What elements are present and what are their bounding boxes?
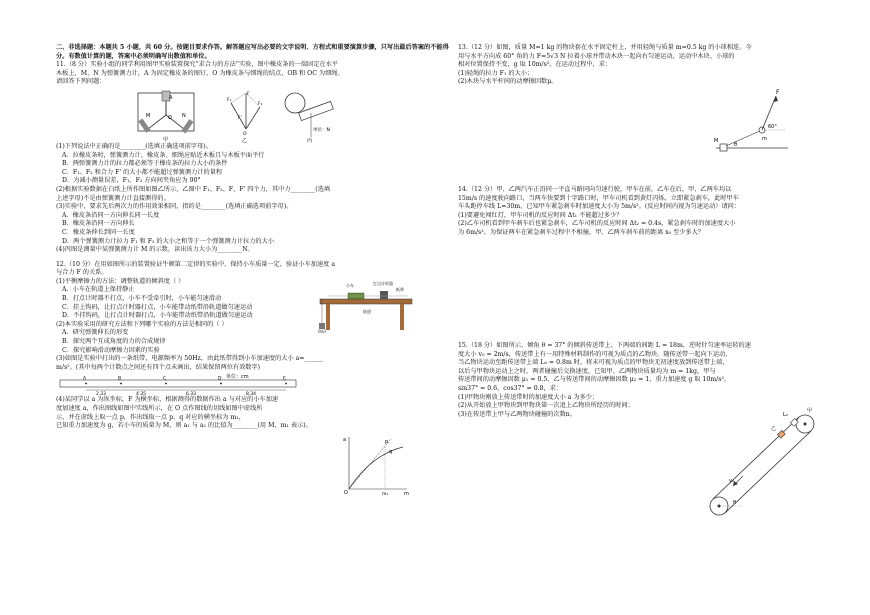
q13-label-m-big: M xyxy=(714,138,719,144)
q13-label-angle: 60° xyxy=(768,124,777,130)
q12-paper-tape xyxy=(56,372,306,396)
label-timer: 打点计时器 xyxy=(373,280,393,286)
q12-tape-area xyxy=(56,372,456,396)
fig-label-o: O xyxy=(168,114,172,121)
q14-line: (2)乙车司机看到甲车刹车后也紧急刹车，乙车司机的反应时间 Δt₂ = 0.4s，紧急刹车时的加速度大小 xyxy=(458,220,736,228)
tape-unit: 单位：cm xyxy=(226,374,249,381)
q11-line: (1)下列说法中正确的是________(选填正确选项前字母)。 xyxy=(56,142,212,150)
q11-figure-area xyxy=(56,87,456,143)
fig-unit-n: 单位：N xyxy=(313,127,330,133)
q15-line: 度大小 v₀ = 2m/s，传送带上有一用特殊材料制作的可视为质点的乙物块。随传送带一起向下运动， xyxy=(458,350,732,358)
q12-option: A．小车在轨道上保持静止 xyxy=(62,286,135,294)
q11-option: A．橡皮条沿同一方向伸长同一长度 xyxy=(62,211,160,219)
q12-apparatus-figure xyxy=(318,279,418,333)
q12-line: 12.（10 分）在用如图所示的装置验证牛顿第二定律的实验中，保持小车质量一定，验证小车加速度 a xyxy=(56,260,336,268)
fig-label-m: M xyxy=(146,112,151,119)
tape-d: D xyxy=(218,376,222,382)
q12-graph xyxy=(341,433,411,495)
label-track: 轨道 xyxy=(363,308,371,314)
q11-option: D．两个弹簧测力计拉力 F₁ 和 F₂ 的大小之和等于一个弹簧测力计拉力的大小 xyxy=(62,237,274,245)
q14-line: 14.（12 分）甲、乙两汽车正沿同一平直马路同向匀速行驶，甲车在前，乙车在后，甲、乙两车均以 xyxy=(458,186,732,193)
q15-label-yi: 乙 xyxy=(771,426,777,432)
q11-stem-line: 11.（8 分）实验小组的同学利用图甲实验装置探究“求合力的方法”实验，图中橡皮条的一端固定在水平 xyxy=(56,61,338,69)
q11-option: B．橡皮条沿同一方向伸长 xyxy=(62,220,135,228)
q11-figure-yi xyxy=(226,89,266,143)
fig-caption-yi: 乙 xyxy=(242,137,248,143)
q11-option: C．F₁、F₂ 和合力 F' 的大小都不能超过弹簧测力计的量程 xyxy=(62,168,223,176)
q13-figure xyxy=(714,84,790,164)
question-13 xyxy=(458,44,830,186)
graph-m1: m₁ xyxy=(382,491,389,495)
graph-m: m xyxy=(404,490,409,495)
q12-line: (3)如图是实验中打出的一条纸带，电源频率为 50Hz，由此纸带得到小车加速度的大小 a=______ xyxy=(56,355,324,363)
q15-line: (2)从开始放上甲物块到甲物块第一次追上乙物块所经历的时间； xyxy=(458,402,634,410)
q12-line: (4)某同学以 a 为纵坐标，F 为横坐标，根据测得的数据作出 a 与对应的小车加速 xyxy=(56,396,279,404)
q15-label-jia: 甲 xyxy=(807,408,813,414)
fig-label-f2: F₂ xyxy=(258,101,263,107)
q14-line: (1)要避免闯红灯，甲车司机的反应时间 Δt₁ 不能超过多少？ xyxy=(458,211,623,219)
q11-line: 上述字母)不是由弹簧测力计直接测得的。 xyxy=(56,194,170,202)
q11-option: A．拉橡皮条时，弹簧测力计、橡皮条、细绳应贴近木板且与木板平面平行 xyxy=(62,151,265,159)
q15-label-v0: v₀ xyxy=(729,478,734,484)
q11-option: D．为减小测量误差，F₁、F₂ 方向间夹角应为 90° xyxy=(62,177,201,185)
fig-label-a: A xyxy=(169,94,173,101)
fig-label-fprime: F' xyxy=(238,115,242,121)
fig-caption-jia: 甲 xyxy=(163,136,169,143)
q11-line: (3)实验中，要求先后两次力的作用效果相同，指的是________(选填正确选项前字母)。 xyxy=(56,203,293,211)
q14-line: 车头距停车线 L=30m，已知甲车紧急刹车时加速度大小为 5m/s²。(反应时间内视为匀速运动）请问： xyxy=(458,203,741,211)
graph-p: p xyxy=(385,438,389,445)
q11-stem-line: 请回答下列问题： xyxy=(56,78,106,86)
q11-figure-jia xyxy=(136,89,196,143)
q12-option: C．挂上钩码，让打点计时器打点，小车能带动纸带沿轨道做匀速运动 xyxy=(62,303,253,311)
q15-label-l0: L₀ xyxy=(783,412,788,418)
q15-label-theta: θ xyxy=(733,500,737,506)
q12-line: (1)平衡摩擦力的方法：调整轨道的倾斜度（ ） xyxy=(56,277,185,285)
q12-option: C．探究影响滑动摩擦力因素的实验 xyxy=(62,346,160,354)
tape-e: E xyxy=(283,376,286,382)
label-cart: 小车 xyxy=(346,282,354,288)
q14-line: 为 6m/s²。为保证两车在紧急刹车过程中不相撞，甲、乙两车刹车前的距离 x₀ 至少多大？ xyxy=(458,228,704,236)
question-12 xyxy=(56,260,456,495)
q12-line: m/s²。(其中每两个计数点之间还有四个点未画出，结果保留两位有效数字) xyxy=(56,363,261,371)
q15-line: (1)甲物块刚放上传送带时的加速度大小 a 为多少； xyxy=(458,393,599,401)
q12-line: (2)本实验采用的研究方法和下列哪个实验的方法是相同的（ ） xyxy=(56,320,228,328)
q12-line: 度加速度 a，作出图线如图中实线所示，在 O 点作图线的切线如图中虚线所 xyxy=(56,405,263,412)
q13-label-theta: θ xyxy=(734,142,738,148)
q13-line: 用与水平方向成 60° 角的力 F=5√3 N 拉着小球并带动木块一起向右匀速运动，运动中木块、小球的 xyxy=(458,52,735,60)
q13-line: 13.（12 分）如图，质量 M=1 kg 的物块套在水平固定杆上，并用轻绳与质量 m=0.5 kg 的小球相连。今 xyxy=(458,44,752,51)
q15-conveyor-figure xyxy=(703,406,823,522)
tape-c: C xyxy=(163,376,167,382)
tape-b: B xyxy=(118,376,122,382)
q13-line: 相对位置保持不变，g 取 10m/s²。在运动过程中，求： xyxy=(458,61,612,69)
q11-option: C．橡皮条伸长到同一长度 xyxy=(62,228,135,236)
q15-line: 当乙物块运动至距传送带上端 L₀ = 0.8m 时，将未可视为质点的甲物块无初速度放到传送带上端， xyxy=(458,359,729,367)
question-11 xyxy=(56,61,456,255)
fig-label-n: N xyxy=(182,112,186,119)
question-15 xyxy=(458,342,830,506)
graph-a: a xyxy=(343,436,347,443)
q13-line: (1)轻绳的拉力 F₁ 的大小； xyxy=(458,69,534,77)
graph-q: q xyxy=(389,448,393,455)
q15-line: (3)在传送带上甲与乙两物块碰撞的次数n。 xyxy=(458,410,576,418)
tape-d2: 4.35 xyxy=(136,392,147,397)
q11-line: (2)根据实验数据在白纸上所作图如图乙所示，乙图中 F₁、F₂、F、F' 四个力，其中力________(选填 xyxy=(56,185,331,193)
q11-figure-bing xyxy=(281,89,341,143)
fig-label-f: F xyxy=(247,91,250,97)
tape-d3: 6.33 xyxy=(186,392,197,397)
question-14 xyxy=(458,186,830,342)
q15-line: 15.（18 分）如图所示，倾角 θ = 37° 的倾斜传送带上、下两端的间距 L = 18m，逆时针匀速率运转的速 xyxy=(458,342,751,349)
q11-option: B．两弹簧测力计的拉力都必须等于橡皮条的拉力大小的条件 xyxy=(62,160,228,168)
left-column xyxy=(56,44,456,495)
q12-line: 与合力 F 的关系。 xyxy=(56,269,108,277)
q13-label-f: F xyxy=(776,89,780,96)
section-heading: 二、非选择题：本题共 5 小题，共 60 分。按题目要求作答。解答题应写出必要的文字说明、方程式和重要演算步骤，只写出最后答案的不能得分。有数值计算的题，答案中必须明确写出数值和单位。 xyxy=(56,44,449,60)
q15-line: 以后与甲物块运动上之时，两者碰撞后交换速度，已知甲、乙两物块质量均为 m = 1kg，甲与 xyxy=(458,367,716,375)
tape-a: A xyxy=(83,376,87,382)
q11-stem-line: 木板上，M、N 为弹簧测力计，A 为固定橡皮条的图钉，O 为橡皮条与细绳的结点，OB 和 OC 为细绳。 xyxy=(56,69,344,77)
q12-option: B．探究两个互成角度的力的合成规律 xyxy=(62,338,166,346)
tape-d1: 2.33 xyxy=(96,392,107,397)
q12-line: 示，并在虚线上取一点 p，作出线取一点 p、q 对应的横坐标为 m₁， xyxy=(56,413,245,421)
label-tape: 纸带 xyxy=(396,286,404,292)
q12-option: B．打点计时器不打点，小车不受牵引时，小车能匀速滑动 xyxy=(62,295,222,303)
q12-line: 已知重力加速度为 g，若小车的质量为 M，则 a₁ 与 a₂ 的比值为________(用 M、m₁ 表示)。 xyxy=(56,422,312,430)
q13-label-m: m xyxy=(762,136,767,142)
q12-option: A．研究弹簧伸长的形变 xyxy=(62,329,129,337)
q13-line: (2)木块与水平杆间的动摩擦因数μ。 xyxy=(458,78,558,86)
tape-d4: 8.34 xyxy=(246,392,257,397)
graph-o: O xyxy=(344,489,348,495)
q12-option: D．不挂钩码，让打点计时器打点，小车能带动纸带沿轨道做匀速运动 xyxy=(62,312,253,320)
q11-line: (4)丙图是测量中某弹簧测力计 M 的示数，读出该力大小为________N。 xyxy=(56,246,254,254)
right-column xyxy=(458,44,830,506)
q15-line: 传送带间的动摩擦因数 μ₁ = 0.5，乙与传送带间的动摩擦因数 μ₂ = 1，重力加速度 g 取 10m/s²， xyxy=(458,376,731,384)
label-weight: 钩码 xyxy=(318,328,326,333)
q15-line: sin37° = 0.6，cos37° = 0.8，求： xyxy=(458,384,563,392)
fig-caption-bing: 丙 xyxy=(307,137,313,143)
fig-label-f1: F₁ xyxy=(227,97,232,103)
fig-label-o2: O xyxy=(243,131,247,137)
q14-line: 15m/s 的速度驶向路口，当两车快要到十字路口时，甲车司机看到黄灯闪烁，立即紧急刹车，此时甲车 xyxy=(458,194,739,202)
